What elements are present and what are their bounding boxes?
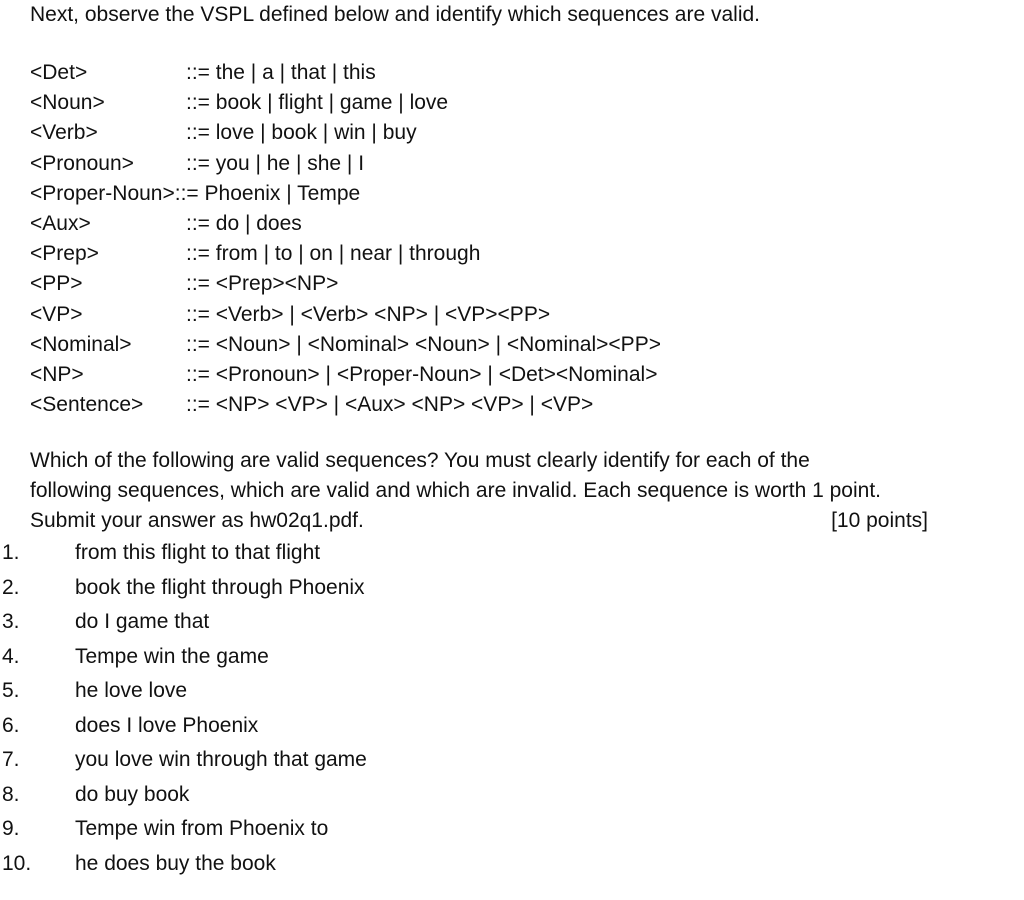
rule-lhs: <Proper-Noun>: [30, 181, 175, 205]
grammar-rule: [30, 239, 930, 269]
list-item: [0, 674, 700, 709]
rule-rhs: ::= the | a | that | this: [186, 61, 376, 85]
rule-lhs: <Verb>: [30, 121, 98, 145]
grammar-rule: [30, 300, 930, 330]
grammar-rule: [30, 360, 930, 390]
rule-lhs: <Aux>: [30, 212, 91, 236]
question-line: following sequences, which are valid and which are invalid. Each sequence is worth 1 point.: [30, 479, 881, 502]
rule-rhs: ::= from | to | on | near | through: [186, 242, 481, 266]
grammar-rule: [30, 88, 930, 118]
rule-rhs: ::= <NP> <VP> | <Aux> <NP> <VP> | <VP>: [186, 393, 594, 417]
rule-rhs: ::= <Pronoun> | <Proper-Noun> | <Det><Nominal>: [186, 362, 658, 386]
rule-lhs: <Pronoun>: [30, 151, 134, 175]
rule-rhs: ::= do | does: [186, 212, 302, 236]
item-number: 8.: [2, 782, 20, 806]
item-number: 4.: [2, 644, 20, 668]
item-number: 10.: [2, 851, 32, 875]
rule-lhs: <NP>: [30, 362, 84, 386]
item-text: does I love Phoenix: [75, 713, 259, 737]
item-text: Tempe win from Phoenix to: [75, 817, 329, 841]
item-text: do buy book: [75, 782, 190, 806]
item-text: book the flight through Phoenix: [75, 575, 365, 599]
rule-lhs: <Det>: [30, 61, 88, 85]
rule-lhs: <Prep>: [30, 242, 99, 266]
rule-rhs: ::= love | book | win | buy: [186, 121, 417, 145]
rule-rhs: ::= Phoenix | Tempe: [174, 181, 361, 205]
list-item: [0, 847, 700, 882]
list-item: [0, 812, 700, 847]
rule-lhs: <Sentence>: [30, 393, 144, 417]
question-paragraph: [30, 446, 928, 536]
grammar-rule: [30, 149, 930, 179]
grammar-definition: [30, 58, 930, 420]
item-number: 1.: [2, 541, 20, 565]
submission-instruction: Submit your answer as hw02q1.pdf.: [30, 509, 364, 532]
list-item: [0, 605, 700, 640]
rule-rhs: ::= <Noun> | <Nominal> <Noun> | <Nominal><PP>: [186, 332, 661, 356]
item-text: do I game that: [75, 610, 210, 634]
item-number: 6.: [2, 713, 20, 737]
list-item: [0, 640, 700, 675]
rule-rhs: ::= <Prep><NP>: [186, 272, 339, 296]
rule-rhs: ::= book | flight | game | love: [186, 91, 449, 115]
item-text: he love love: [75, 679, 188, 703]
rule-rhs: ::= you | he | she | I: [186, 151, 365, 175]
grammar-rule: [30, 179, 930, 209]
grammar-rule: [30, 330, 930, 360]
item-text: you love win through that game: [75, 748, 367, 772]
list-item: [0, 709, 700, 744]
rule-lhs: <PP>: [30, 272, 83, 296]
grammar-rule: [30, 118, 930, 148]
item-text: he does buy the book: [75, 851, 276, 875]
item-number: 7.: [2, 748, 20, 772]
item-number: 9.: [2, 817, 20, 841]
question-line: Which of the following are valid sequences? You must clearly identify for each of the: [30, 449, 810, 472]
rule-rhs: ::= <Verb> | <Verb> <NP> | <VP><PP>: [186, 302, 551, 326]
rule-lhs: <Nominal>: [30, 332, 132, 356]
list-item: [0, 743, 700, 778]
grammar-rule: [30, 390, 930, 420]
grammar-rule: [30, 269, 930, 299]
list-item: [0, 536, 700, 571]
item-number: 3.: [2, 610, 20, 634]
question-last-line: [30, 506, 928, 536]
grammar-rule: [30, 58, 930, 88]
item-text: Tempe win the game: [75, 644, 269, 668]
list-item: [0, 571, 700, 606]
intro-text: Next, observe the VSPL defined below and identify which sequences are valid.: [30, 3, 760, 26]
list-item: [0, 778, 700, 813]
item-text: from this flight to that flight: [75, 541, 321, 565]
rule-lhs: <VP>: [30, 302, 83, 326]
grammar-rule: [30, 209, 930, 239]
rule-lhs: <Noun>: [30, 91, 105, 115]
item-number: 5.: [2, 679, 20, 703]
item-number: 2.: [2, 575, 20, 599]
sequence-list: [0, 536, 700, 881]
points-label: [10 points]: [831, 509, 928, 532]
